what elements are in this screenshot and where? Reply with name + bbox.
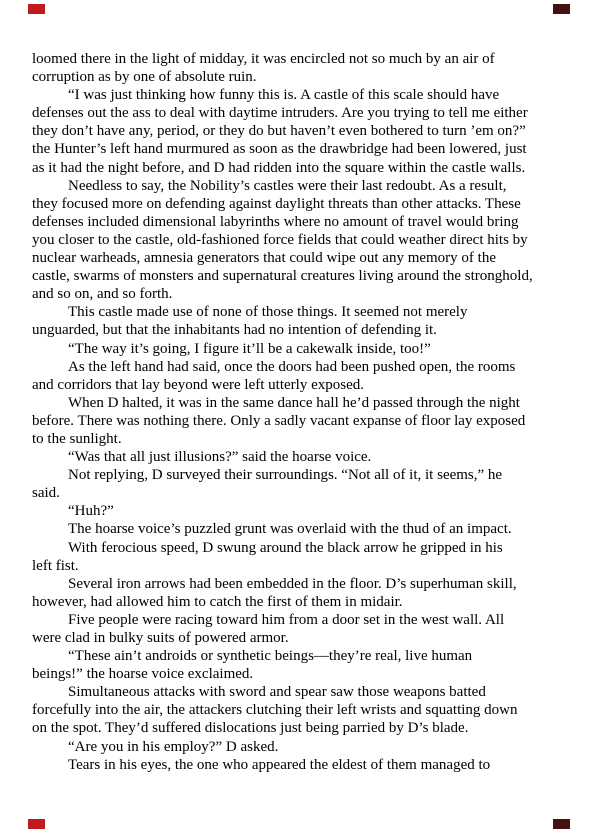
paragraph <box>32 303 570 339</box>
paragraph <box>32 86 570 176</box>
text-line: were clad in bulky suits of powered armor. <box>32 630 289 646</box>
text-line: “I was just thinking how funny this is. A castle of this scale should have <box>68 87 500 104</box>
text-line: said. <box>32 485 60 502</box>
paragraph <box>32 340 570 358</box>
text-line: the Hunter’s left hand murmured as soon as the drawbridge had been lowered, just <box>32 141 527 158</box>
text-line: and so on, and so forth. <box>32 286 173 303</box>
paragraph <box>32 448 570 466</box>
text-line: however, had allowed him to catch the first of them in midair. <box>32 593 403 610</box>
text-line: and corridors that lay beyond were left utterly exposed. <box>32 376 364 393</box>
text-line: With ferocious speed, D swung around the black arrow he gripped in his <box>68 539 503 556</box>
text-line: Five people were racing toward him from a door set in the west wall. All <box>68 611 505 628</box>
page-text <box>32 50 570 774</box>
text-line: The hoarse voice’s puzzled grunt was overlaid with the thud of an impact. <box>68 521 512 538</box>
text-line: “Are you in his employ?” D asked. <box>68 738 279 755</box>
text-line: before. There was nothing there. Only a sadly vacant expanse of floor lay exposed <box>32 412 526 429</box>
text-line: to the sunlight. <box>32 430 122 447</box>
text-line: nuclear warheads, amnesia generators that could wipe out any memory of the <box>32 250 496 267</box>
text-line: Several iron arrows had been embedded in the floor. D’s superhuman skill, <box>68 575 517 592</box>
paragraph <box>32 539 570 575</box>
text-line: left fist. <box>32 557 79 574</box>
text-line: you closer to the castle, old-fashioned force fields that could weather direct hits by <box>32 231 528 248</box>
text-line: unguarded, but that the inhabitants had no intention of defending it. <box>32 322 437 339</box>
text-line: loomed there in the light of midday, it was encircled not so much by an air of <box>32 51 495 67</box>
paragraph <box>32 177 570 304</box>
paragraph <box>32 50 570 86</box>
text-line: they focused more on defending against daylight threats than other attacks. These <box>32 195 521 212</box>
text-line: defenses out the ass to deal with daytime intruders. Are you trying to tell me either <box>32 105 528 122</box>
text-line: “These ain’t androids or synthetic beings—they’re real, live human <box>68 648 473 665</box>
text-line: corruption as by one of absolute ruin. <box>32 69 257 86</box>
paragraph <box>32 575 570 611</box>
page-marker-top-left <box>28 4 45 14</box>
text-line: as it had the night before, and D had ridden into the square within the castle walls. <box>32 159 526 176</box>
text-line: As the left hand had said, once the doors had been pushed open, the rooms <box>68 358 516 375</box>
text-line: Tears in his eyes, the one who appeared the eldest of them managed to <box>68 756 491 773</box>
paragraph <box>32 756 570 774</box>
text-line: “Was that all just illusions?” said the hoarse voice. <box>68 449 372 466</box>
paragraph <box>32 611 570 647</box>
text-line: they don’t have any, period, or they do but haven’t even bothered to turn ’em on?” <box>32 123 526 140</box>
paragraph <box>32 394 570 448</box>
text-line: castle, swarms of monsters and supernatural creatures living around the stronghold, <box>32 268 533 285</box>
page-marker-top-right <box>553 4 570 14</box>
paragraph <box>32 466 570 502</box>
text-line: Not replying, D surveyed their surroundings. “Not all of it, it seems,” he <box>68 467 503 484</box>
paragraph <box>32 738 570 756</box>
paragraph <box>32 502 570 520</box>
text-line: Simultaneous attacks with sword and spear saw those weapons batted <box>68 684 486 701</box>
text-line: When D halted, it was in the same dance hall he’d passed through the night <box>68 394 520 411</box>
page-marker-bottom-left <box>28 819 45 829</box>
paragraph <box>32 683 570 737</box>
paragraph <box>32 647 570 683</box>
text-line: on the spot. They’d suffered dislocations just being parried by D’s blade. <box>32 720 469 737</box>
page-marker-bottom-right <box>553 819 570 829</box>
text-line: defenses included dimensional labyrinths where no amount of travel would bring <box>32 213 519 230</box>
paragraph <box>32 358 570 394</box>
text-line: Needless to say, the Nobility’s castles were their last redoubt. As a result, <box>68 177 507 194</box>
text-line: forcefully into the air, the attackers clutching their left wrists and squatting down <box>32 702 518 719</box>
text-line: “The way it’s going, I figure it’ll be a cakewalk inside, too!” <box>68 340 431 357</box>
text-line: This castle made use of none of those things. It seemed not merely <box>68 304 468 321</box>
paragraph <box>32 520 570 538</box>
text-line: “Huh?” <box>68 503 114 520</box>
text-line: beings!” the hoarse voice exclaimed. <box>32 666 254 683</box>
